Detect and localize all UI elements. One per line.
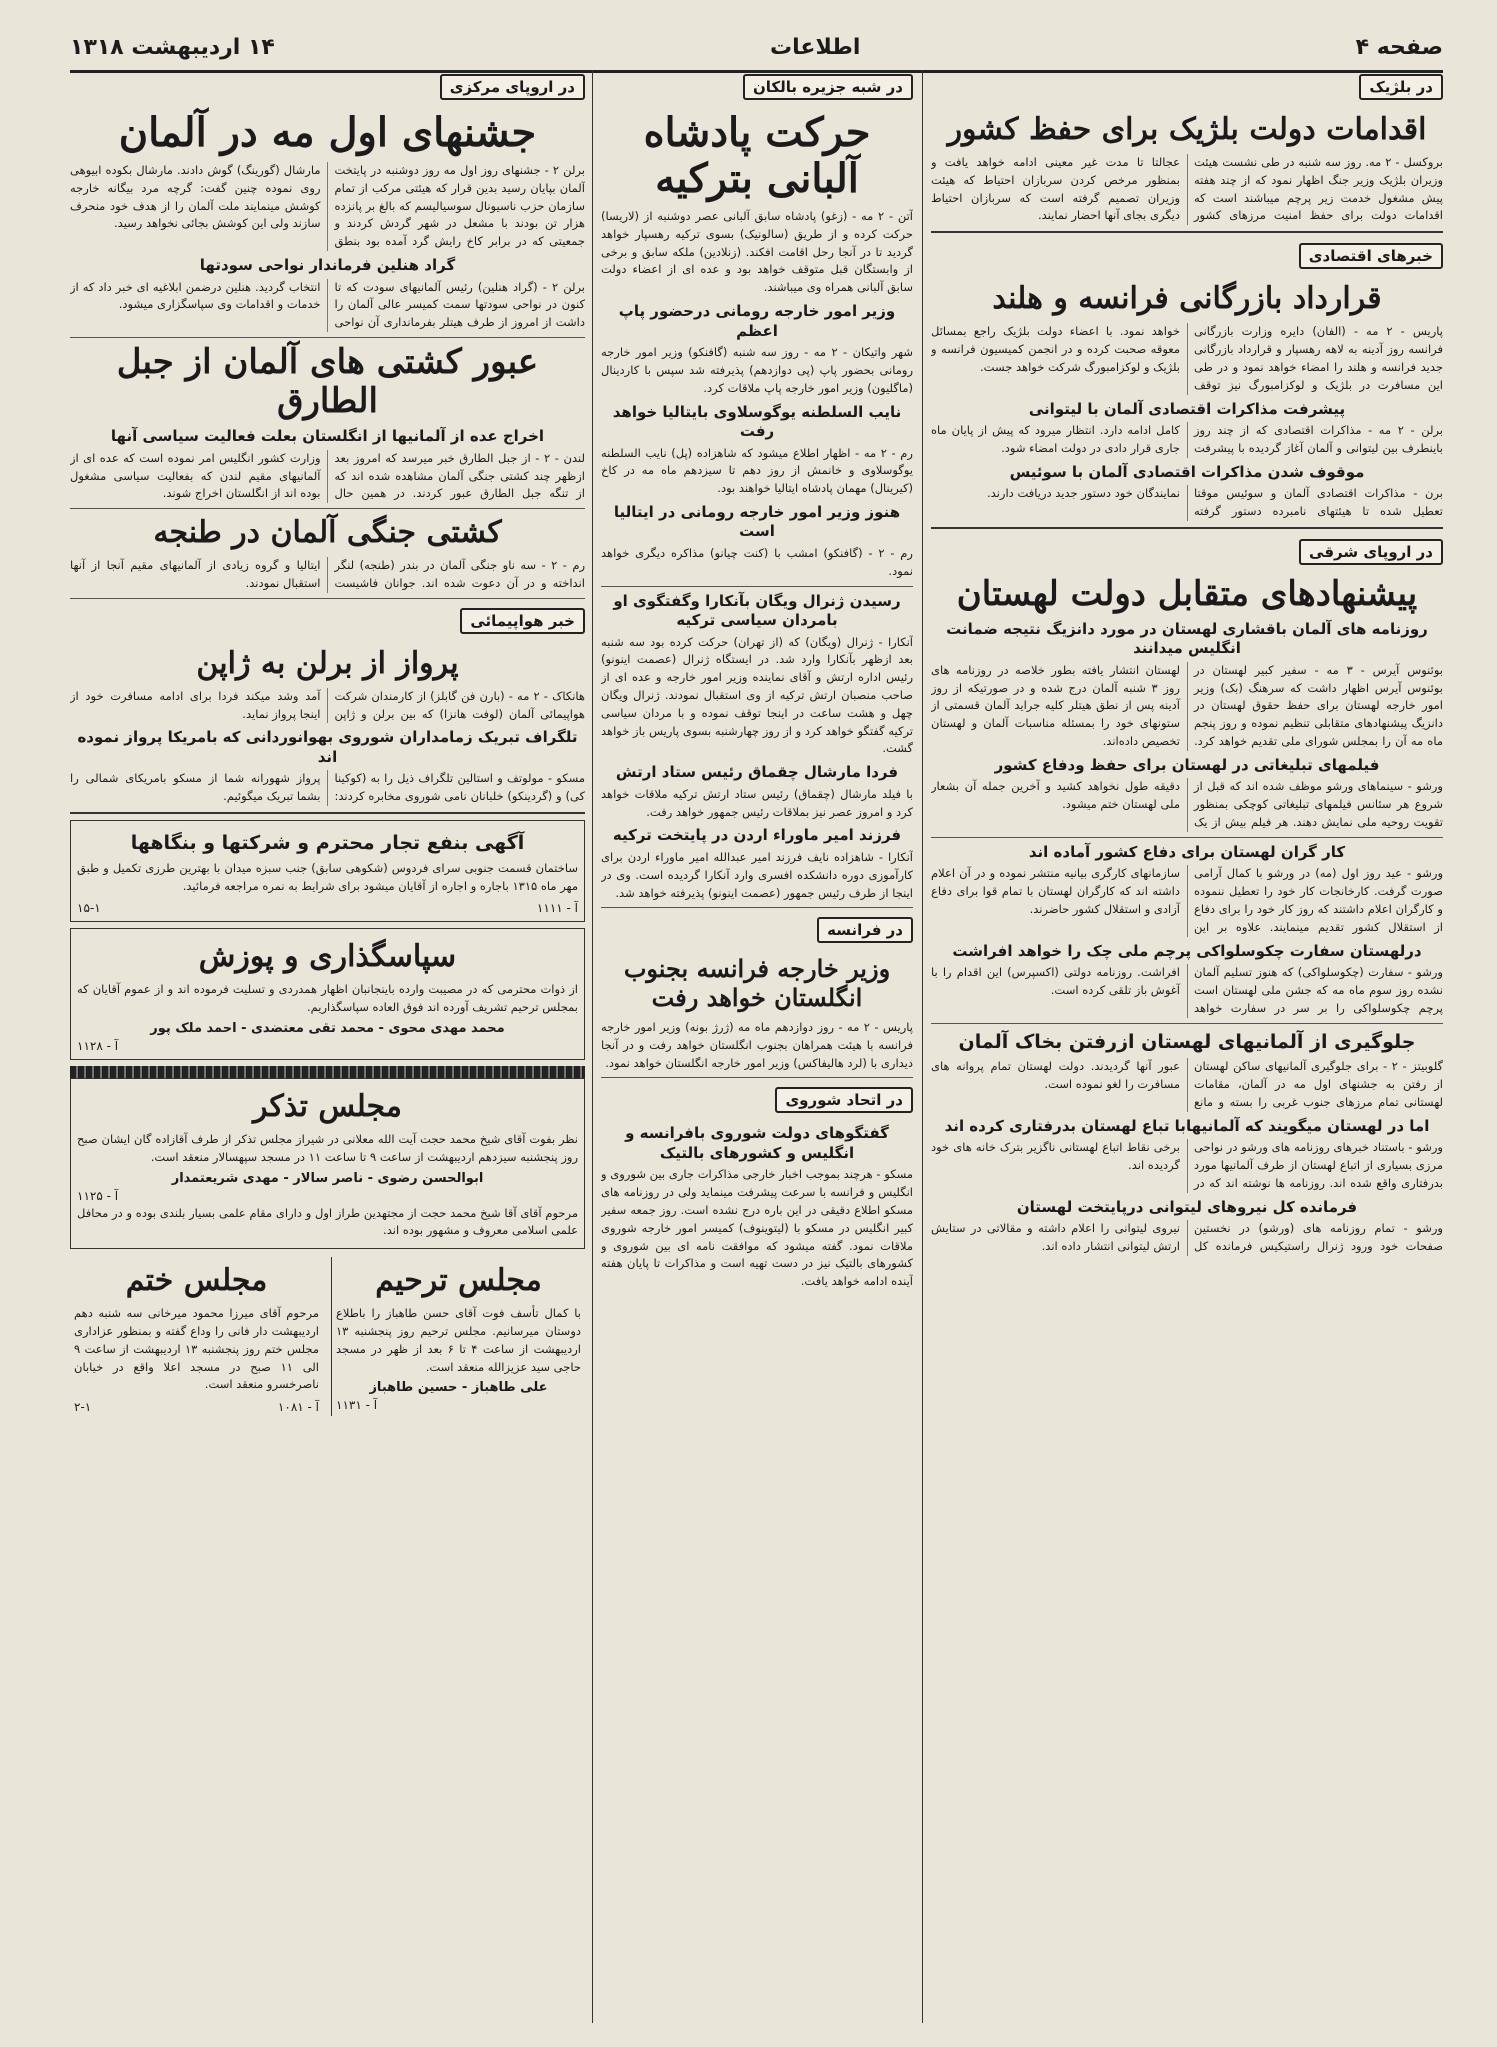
paper-name: اطلاعات <box>770 34 861 60</box>
memorial-signature: ابوالحسن رضوی - ناصر سالار - مهدی شریعتمدار <box>171 1170 484 1186</box>
headline-poland: پیشنهادهای متقابل دولت لهستان <box>956 573 1418 614</box>
columns <box>70 70 1443 2023</box>
section-tag-east: در اروپای شرقی <box>1299 539 1443 565</box>
memorial-notice <box>70 1078 585 1249</box>
subhead-mistreatment: اما در لهستان میگویند که آلمانیهابا تباع لهستان بدرفتاری کرده اند <box>944 1116 1430 1135</box>
headline-border: جلوگیری از آلمانیهای لهستان ازرفتن بخاک آلمان <box>958 1030 1416 1053</box>
memorial-body: نظر بفوت آقای شیخ محمد حجت آیت الله معلانی در شیراز مجلس تذکر از طرف آقازاده گان ایشان صبح روز پنجشنبه سیزدهم اردیبهشت از ساعت ۹ تا ساعت ۱۱ در مسجد سپهسالار منعقد است. <box>77 1131 578 1164</box>
subhead-lithuania: پیشرفت مذاکرات اقتصادی آلمان با لیتوانی <box>1028 399 1346 418</box>
ad-codes <box>77 899 578 917</box>
article-tangier: رم - ۲ - سه ناو جنگی آلمان در بندر (طنجه) لنگر انداخته و در آن دعوت شده اند. جوانان فاشیست ایتالیا و گروه زیادی از آلمانیهای مقیم آنجا از آنها استقبال نمودند. <box>70 558 585 590</box>
headline-belgium: اقدامات دولت بلژیک برای حفظ کشور <box>947 112 1427 147</box>
article-ussr-talks: مسکو - هرچند بموجب اخبار خارجی مذاکرات جاری بین شوروی و انگلیس و فرانسه با سرعت پیشرفت مینماید ولی در روزنامه های مسکو اطلاع دقیقی در این باره درج نشده است. روز جمعه سفیر کبیر انگلیس در مسکو با (لیتوینوف) کمیسر امور خارجه شوروی ملاقات نمود. گفته میشود که موافقت نامه ای بین شوروی و کشورهای بالتیک نیز در دست تهیه است و مذاکرات تا پایان هفته آینده ادامه خواهد یافت. <box>601 1167 913 1289</box>
article-belgium: بروکسل - ۲ مه. روز سه شنبه در طی نشست هیئت وزیران بلژیک وزیر جنگ اظهار نمود که از چند هفته پیش مشغول خدمت زیر پرچم میباشند است که اقدامات دولت برای حفظ امنیت مرزهای کشور عجالتا تا مدت غیر معینی ادامه خواهد یافت و بمنظور مرخص کردن سربازان احتیاط که هیئت وزیران تصمیم گرفته است که سربازان احتیاط دیگری بجای آنها احضار نمایند. <box>931 155 1443 223</box>
article-romania-pope: شهر واتیکان - ۲ مه - روز سه شنبه (گافنکو) وزیر امور خارجه رومانی بحضور پاپ (پی دوازدهم) پذیرفته شد سپس با کاردینال (ماگلیون) وزیر امور خارجه پاپ ملاقات کرد. <box>601 345 913 395</box>
headline-tangier: کشتی جنگی آلمان در طنجه <box>153 515 502 551</box>
article-lithuania: برلن - ۲ مه - مذاکرات اقتصادی که از چند روز باینطرف بین لیتوانی و آلمان آغاز گردیده با پیشرفت کامل ادامه دارد. انتظار میرود که پیش از پایان ماه جاری قرار دادی در دولت امضاء شود. <box>931 423 1443 455</box>
issue-date: ۱۴ اردیبهشت ۱۳۱۸ <box>70 34 275 60</box>
obituary-notices <box>70 1257 585 1416</box>
section-tag-france: در فرانسه <box>817 917 913 943</box>
section-tag-belgium: در بلژیک <box>1359 74 1443 100</box>
article-czech: ورشو - سفارت (چکوسلواکی) که هنوز تسلیم آلمان نشده روز سوم ماه مه که جشن ملی لهستان است پرچم چکوسلواکی را بر سر در سفارت خواهد افراشت. روزنامه دولتی (اکسپرس) این اقدام را با آغوش باز تلقی کرده است. <box>931 965 1443 1015</box>
article-gibraltar: لندن - ۲ - از جبل الطارق خبر میرسد که امروز بعد ازظهر چند کشتی جنگی آلمان مشاهده شده اند که از تنگه جبل الطارق عبور کردند. در همین حال وزارت کشور انگلیس امر نموده است که عده ای از آلمانیهای مقیم لندن که بفعالیت سیاسی مشغول بوده اند از انگلستان اخراج شوند. <box>70 450 585 501</box>
article-flight: هانکاک - ۲ مه - (بارن فن گابلز) از کارمندان شرکت هواپیمائی آلمان (لوفت هانزا) که بین برلن و ژاپن آمد وشد میکند فردا برای ادامه مسافرت خود از اینجا پرواز نماید. <box>70 688 585 721</box>
middle-column <box>601 70 913 2023</box>
tarhim-body: با کمال تأسف فوت آقای حسن طاهباز را باطلاع دوستان میرسانیم. مجلس ترحیم روز پنجشنبه ۱۳ اردیبهشت از ساعت ۴ تا ۶ بعد از ظهر در مسجد حاجی سید عزیزالله منعقد است. <box>336 1306 581 1374</box>
headline-trade-agreement: قرارداد بازرگانی فرانسه و هلند <box>992 281 1382 317</box>
article-lithuanian-commander: ورشو - تمام روزنامه های (ورشو) در نخستین صفحات خود ورود ژنرال راستیکیس فرمانده کل نیروی لیتوانی را اعلام داشته و مقالاتی در ستایش ارتش لیتوانی انتشار داده اند. <box>931 1221 1443 1253</box>
article-border: گلوبیتز - ۲ - برای جلوگیری آلمانیهای ساکن لهستان از رفتن به جشنهای اول مه در آلمان، مقامات لهستانی تمام مرزهای جنوب غربی را بسته و مانع عبور آنها گردیدند. دولت لهستان تمام پروانه های مسافرت را لغو نموده است. <box>931 1059 1443 1109</box>
article-jordan-prince: آنکارا - شاهزاده نایف فرزند امیر عبدالله امیر ماوراء اردن برای کارآموزی دوره دانشکده افسری وارد آنکارا گردیده است. وی در اینجا از طرف رئیس جمهور (عصمت اینونو) پذیرفته خواهد شد. <box>601 849 913 900</box>
headline-ussr-talks: گفتگوهای دولت شوروی بافرانسه و انگلیس و کشورهای بالتیک <box>625 1124 889 1162</box>
section-tag-economy: خبرهای اقتصادی <box>1299 243 1443 269</box>
article-films: ورشو - سینماهای ورشو موظف شده اند که قبل از شروع هر سئانس فیلمهای تبلیغاتی کوچکی بمنظور تقویت روحیه ملی نمایش دهند. هر فیلم بیش از یک دقیقه طول نخواهد کشید و آخرین جمله آن بشعار ملی لهستان ختم میشود. <box>931 779 1443 830</box>
section-tag-ussr: در اتحاد شوروی <box>775 1087 913 1113</box>
page-number: صفحه ۴ <box>1355 34 1443 60</box>
headline-flight: پرواز از برلن به ژاپن <box>196 645 459 681</box>
subhead-lithuanian-commander: فرمانده کل نیروهای لیتوانی درپایتخت لهستان <box>1016 1197 1358 1216</box>
article-switzerland: برن - مذاکرات اقتصادی آلمان و سوئیس موقتا تعطیل شده تا هیئتهای نامبرده دستور گرفته نمایندگان خود دستور جدید دریافت دارند. <box>987 486 1443 518</box>
masthead <box>70 30 1443 73</box>
advertisement <box>70 820 585 922</box>
memorial-code: آ - ۱۱۲۵ <box>77 1188 119 1203</box>
headline-romania-italy: هنوز وزیر امور خارجه رومانی در ایتالیا است <box>613 502 901 541</box>
thanks-signature: محمد مهدی محوی - محمد تقی معتضدی - احمد ملک پور <box>150 1020 505 1036</box>
subhead-films: فیلمهای تبلیغاتی در لهستان برای حفظ ودفاع کشور <box>994 755 1380 774</box>
headline-weygand: رسیدن ژنرال ویگان بآنکارا وگفتگوی او بامردان سیاسی ترکیه <box>613 591 901 630</box>
subhead-expulsion: اخراج عده از آلمانیها از انگلستان بعلت فعالیت سیاسی آنها <box>110 427 545 446</box>
article-cakmak: با فیلد مارشال (چقماق) رئیس ستاد ارتش ترکیه ملاقات خواهد کرد و امروز عصر نیز بملاقات رئیس جمهور خواهد رفت. <box>601 786 913 819</box>
memorial-headline: مجلس تذکر <box>253 1088 402 1124</box>
khatm-count: ۲-۱ <box>74 1400 92 1415</box>
right-column <box>931 70 1443 2023</box>
section-tag-aviation: خبر هواپیمائی <box>460 608 585 634</box>
headline-france-fm: وزیر خارجه فرانسه بجنوب انگلستان خواهد رفت <box>623 954 891 1013</box>
article-yugoslav-regent: رم - ۲ مه - اظهار اطلاع میشود که شاهزاده (پل) نایب السلطنه یوگوسلاوی و خانمش از روز دهم تا سیزدهم ماه مه در کاخ (کیرینال) مهمان پادشاه ایتالیا خواهند بود. <box>601 445 913 496</box>
section-tag-balkan: در شبه جزیره بالکان <box>743 74 913 100</box>
headline-yugoslav-regent: نایب السلطنه یوگوسلاوی بایتالیا خواهد رفت <box>612 402 902 440</box>
subhead-soviet-telegram: تلگراف تبریک زمامداران شوروی بهوانوردانی که بامریکا پرواز نموده اند <box>77 728 578 766</box>
headline-henlein: گراد هنلین فرماندار نواحی سودتها <box>199 256 456 275</box>
article-poland: بوئنوس آیرس - ۳ مه - سفیر کبیر لهستان در بوئنوس آیرس اظهار داشت که سرهنگ (بک) وزیر امور خارجه لهستان برای حفظ حقوق لهستان در دانزیگ پیشنهادهای متقابلی تنظیم نموده و روز پنجم ماه مه آن را بمجلس شورای ملی تقدیم خواهد کرد. لهستان انتشار یافته بطور خلاصه در روزنامه های روز ۳ شنبه آلمان درج شده و در صورتیکه از روز آدینه پس از نطق هیتلر کلیه جراید آلمان قسمتی از ستونهای خود را بمسئله مناسبات آلمان و لهستان تخصیص داده‌اند. <box>931 662 1443 749</box>
khatm-headline: مجلس ختم <box>125 1263 268 1299</box>
subhead-czech: درلهستان سفارت چکوسلواکی پرچم ملی چک را خواهد افراشت <box>952 941 1422 960</box>
headline-jordan-prince: فرزند امیر ماوراء اردن در پایتخت ترکیه <box>612 826 902 845</box>
khatm-notice <box>70 1257 323 1416</box>
article-henlein: برلن ۲ - (گراد هنلین) رئیس آلمانیهای سودت که تا کنون در نواحی سودتها سمت کمیسر عالی آلمان را داشت از امروز از طرف هیتلر بفرمانداری آن نواحی انتخاب گردید. هنلین درضمن ابلاغیه ای خبر داد که از خدمات و اقدامات وی سپاسگزاری میشود. <box>70 279 585 330</box>
headline-gibraltar: عبور کشتی های آلمان از جبل الطارق <box>116 342 539 422</box>
tarhim-notice <box>331 1257 585 1416</box>
khatm-code: آ - ۱۰۸۱ <box>277 1400 319 1415</box>
subhead-switzerland: موقوف شدن مذاکرات اقتصادی آلمان با سوئیس <box>1009 462 1365 481</box>
article-trade-agreement: پاریس - ۲ مه - (الفان) دایره وزارت بازرگانی فرانسه روز آدینه به لاهه رهسپار و قرارداد بازرگانی جدید فرانسه و هلند را امضاء خواهد نمود و در طی این مسافرت در بلژیک و لوکزامبورگ نیز توقف خواهد نمود. با اعضاء دولت بلژیک راجع بمسائل معوقه صحبت کرده و در انجمن کمیسیون فرانسه و بلژیک و لوکزامبورگ شرکت خواهد جست. <box>931 324 1443 392</box>
tarhim-code: آ - ۱۱۳۱ <box>336 1398 378 1413</box>
article-workers: ورشو - عید روز اول (مه) در ورشو با کمال آرامی صورت گرفت. کارخانجات کار خود را تعطیل ننموده و کارگران اعلام داشتند که روز کار خود را برای دفاع از استقلال کشور تقدیم مینمایند. علاوه بر این سازمانهای کارگری بیانیه منتشر نموده و در آن اعلام داشته اند که کارگران لهستان با تمام قوا برای دفاع آزادی و استقلال کشور حاضرند. <box>931 866 1443 934</box>
article-france-fm: پاریس - ۲ مه - روز دوازدهم ماه مه (ژرژ بونه) وزیر امور خارجه فرانسه با هیئت همراهان بجنوب انگلستان خواهد رفت و در آنجا دیداری با (لرد هالیفاکس) وزیر امور خارجه انگلستان خواهد نمود. <box>601 1019 913 1070</box>
thanks-code: آ - ۱۱۲۸ <box>77 1038 119 1053</box>
ad-body: ساختمان قسمت جنوبی سرای فردوس (شکوهی سابق) جنب سبزه میدان با بهترین طرزی تکمیل و طبق مهر ماه ۱۳۱۵ باجاره و اجاره از آقایان میشود برای شرایط به نمره مراجعه فرمائید. <box>77 860 578 893</box>
subhead-poland: روزنامه های آلمان باقشاری لهستان در مورد دانزیگ نتیجه ضمانت انگلیس میدانند <box>946 619 1428 658</box>
thanks-notice <box>70 928 585 1060</box>
headline-albania-king: حرکت پادشاه آلبانی بترکیه <box>643 109 871 202</box>
left-column <box>70 70 585 2023</box>
memorial-body-2: مرحوم آقای آقا شیخ محمد حجت از مجتهدین طراز اول و دارای مقام علمی بسیار بلندی بوده و در محافل علمی اسلامی معروف و مشهور بوده اند. <box>77 1205 578 1238</box>
tarhim-headline: مجلس ترحیم <box>375 1263 542 1299</box>
article-soviet-telegram: مسکو - مولوتف و استالین تلگراف ذیل را به (کوکینا کی) و (گردینکو) خلبانان نامی شوروی مخابره کردند: پرواز شهورانه شما از مسکو بامریکای شمالی را بشما تبریک میگوئیم. <box>70 771 585 804</box>
khatm-codes <box>74 1398 319 1416</box>
ad-code: آ - ۱۱۱۱ <box>536 901 578 916</box>
section-tag-central: در اروپای مرکزی <box>440 74 585 100</box>
headline-workers: کار گران لهستان برای دفاع کشور آماده اند <box>1028 842 1346 861</box>
headline-romania-pope: وزیر امور خارجه رومانی درحضور پاپ اعظم <box>618 302 896 340</box>
article-mistreatment: ورشو - باستناد خبرهای روزنامه های ورشو در نواحی مرزی بسیاری از اتباع لهستان از طرف آلمانیها مورد بدرفتاری واقع شده اند. روزنامه ها نوشته اند که در برخی نقاط اتباع لهستانی ناگزیر بترک خانه های خود گردیده اند. <box>931 1140 1443 1190</box>
ad-count: ۱۵-۱ <box>77 901 101 916</box>
khatm-body: مرحوم آقای میرزا محمود میرخانی سه شنبه دهم اردیبهشت دار فانی را وداع گفته و بمنظور عزاداری مجلس ختم روز پنجشنبه ۱۳ اردیبهشت از ساعت ۹ الی ۱۱ صبح در مسجد اعلا واقع در خیابان ناصرخسرو منعقد است. <box>74 1306 320 1392</box>
thanks-body: از ذوات محترمی که در مصیبت وارده باینجانبان اظهار همدردی و تسلیت فرموده اند و از عموم آقایان که بمجلس ترحیم تشریف آورده اند فوق العاده سپاسگذاریم. <box>77 982 578 1015</box>
article-weygand: آنکارا - ژنرال (ویگان) که (از تهران) حرکت کرده بود سه شنبه بعد ازظهر بآنکارا وارد شد. در ایستگاه ژنرال (عصمت اینونو) رئیس اداره ارتش و آقای نماینده وزیر امور خارجه و عده ای از صاحب منصبان ارتش ترکیه از وی استقبال نمودند. ژنرال ویگان چهل و هشت ساعت در اینجا توقف نموده و با مردان سیاسی ترکیه گفتگو خواهد کرد و از روز چهارشنبه بسوی پاریس باز خواهد گشت. <box>601 634 913 756</box>
column-rule <box>922 70 923 2023</box>
decorative-border <box>70 1066 585 1078</box>
column-rule <box>592 70 593 2023</box>
thanks-headline: سپاسگذاری و پوزش <box>198 939 457 975</box>
tarhim-signature: علی طاهباز - حسین طاهباز <box>369 1380 548 1396</box>
headline-mayday: جشنهای اول مه در آلمان <box>118 109 537 156</box>
subhead-cakmak: فردا مارشال چقماق رئیس ستاد ارتش <box>615 763 899 782</box>
article-albania-king: آتن - ۲ مه - (زغو) پادشاه سابق آلبانی عصر دوشنبه از (لاریسا) حرکت کرده و از طریق (سالونیک) بسوی ترکیه رهسپار خواهد گردید تا در آنجا رحل اقامت افکند. (زنلادین) ملکه سابق و برخی از وابستگان قبل متوقف خواهد بود و عده ای از اعضاء دولت سابق آلبانی همراه وی میباشند. <box>601 209 913 295</box>
article-romania-italy: رم - ۲ - (گافنکو) امشب با (کنت چیانو) مذاکره دیگری خواهد نمود. <box>601 545 913 578</box>
article-mayday: برلن ۲ - جشنهای روز اول مه روز دوشنبه در پایتخت آلمان بپایان رسید بدین قرار که هیئتی مرکب از تمام سازمان حزب ناسیونال سوسیالیسم که بالغ بر پانزده هزار تن بودند با مشعل در شهر گردش کردند و جمعیتی که در برابر کاخ رایش گرد آمده بود بنطق مارشال (گورینگ) گوش دادند. مارشال بکوده ابیوهی روی نموده چنین گفت: گرچه مرد بیگانه خارجه کوشش مینمایند ملت آلمان را از هدف خود منحرف سازند ولی این کوشش بجائی نخواهد رسید. <box>70 163 585 249</box>
ad-headline: آگهی بنفع تجار محترم و شرکتها و بنگاهها <box>130 832 525 854</box>
